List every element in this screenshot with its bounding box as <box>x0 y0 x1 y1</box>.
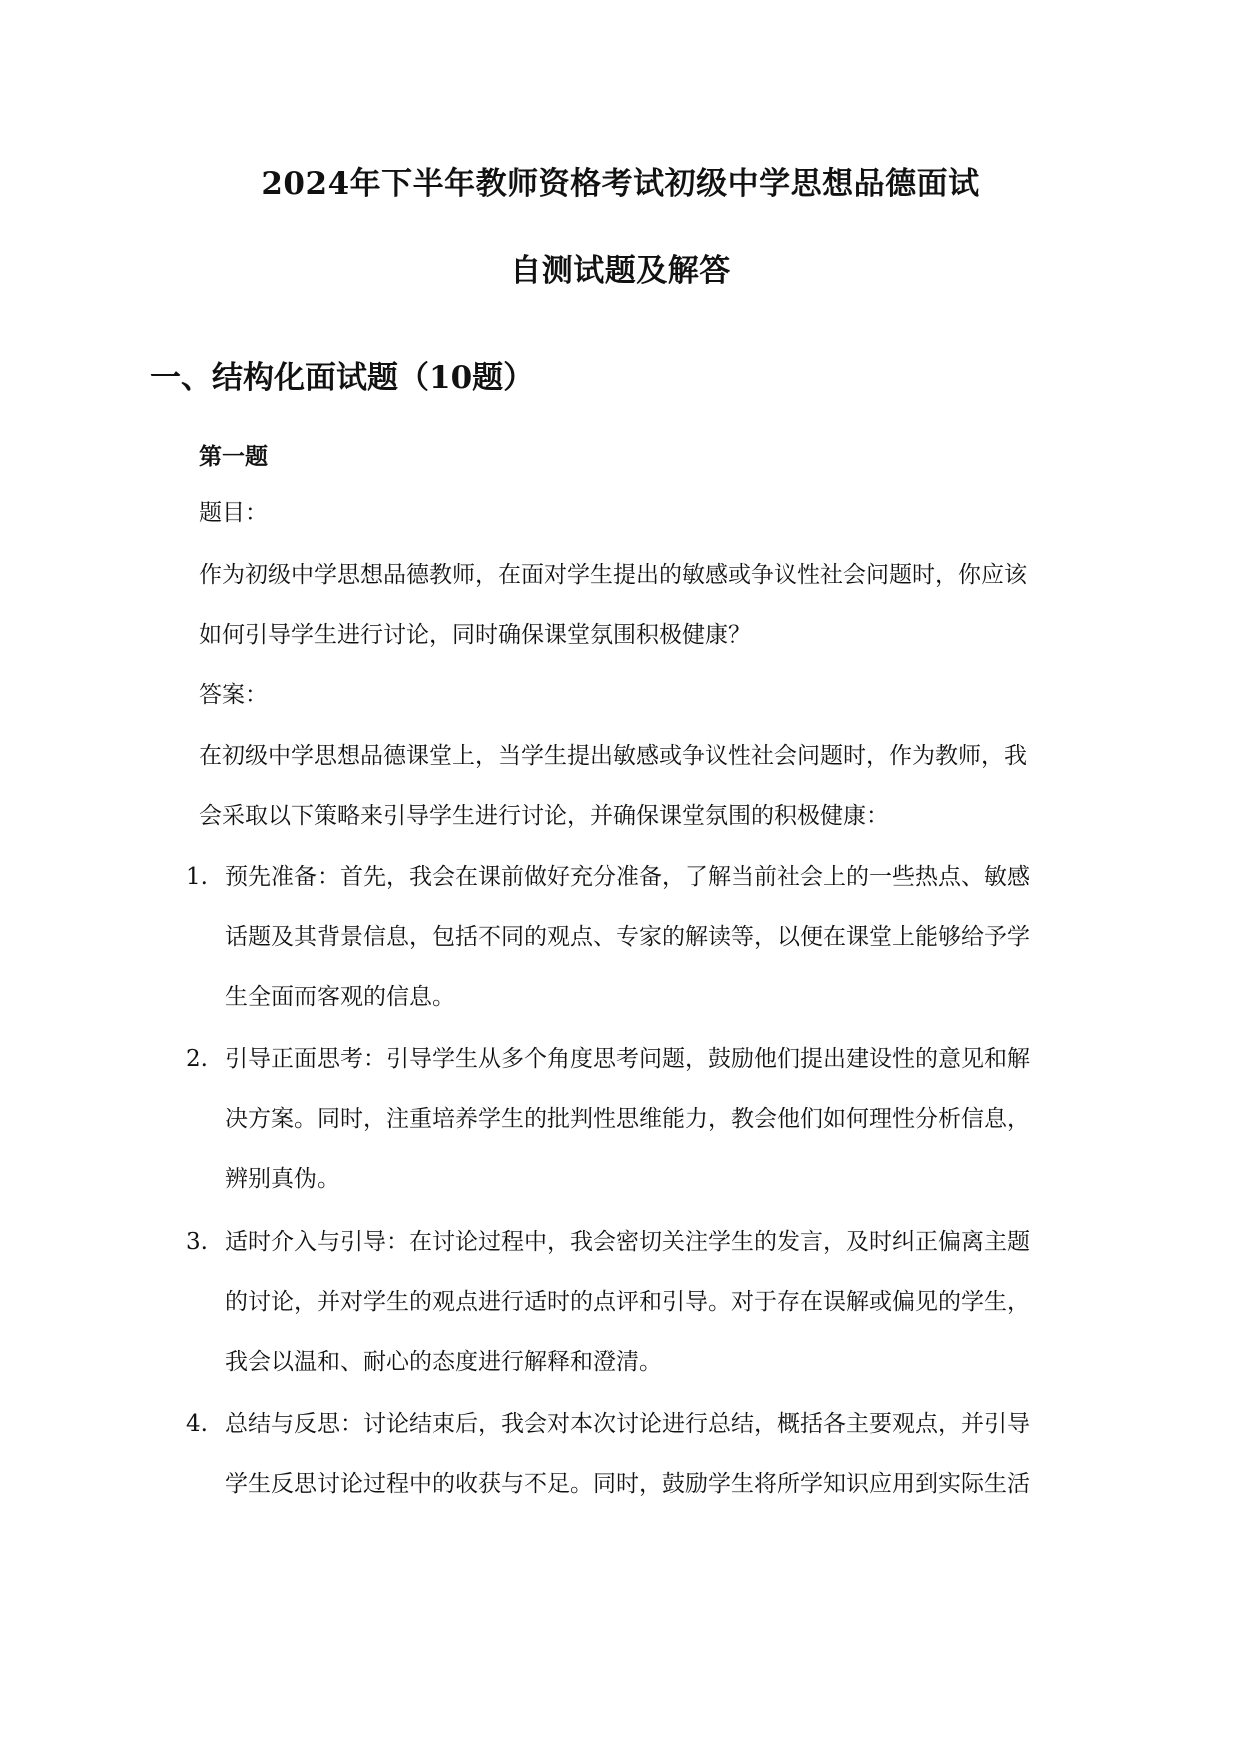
list-item-line: 适时介入与引导：在讨论过程中，我会密切关注学生的发言，及时纠正偏离主题 <box>225 1229 1030 1255</box>
answer-intro-line: 在初级中学思想品德课堂上，当学生提出敏感或争议性社会问题时，作为教师，我 <box>199 743 1027 769</box>
section-heading: 一、结构化面试题（10题） <box>150 360 535 396</box>
list-item-line: 引导正面思考：引导学生从多个角度思考问题，鼓励他们提出建设性的意见和解 <box>225 1046 1030 1072</box>
list-item-line: 决方案。同时，注重培养学生的批判性思维能力，教会他们如何理性分析信息， <box>225 1106 1030 1132</box>
list-item-line: 的讨论，并对学生的观点进行适时的点评和引导。对于存在误解或偏见的学生， <box>225 1289 1030 1315</box>
question-heading: 第一题 <box>199 443 268 470</box>
answer-intro-line: 会采取以下策略来引导学生进行讨论，并确保课堂氛围的积极健康： <box>199 803 889 829</box>
list-item-line: 生全面而客观的信息。 <box>225 984 455 1010</box>
prompt-line: 如何引导学生进行讨论，同时确保课堂氛围积极健康？ <box>199 622 751 648</box>
document-title-line-1: 2024年下半年教师资格考试初级中学思想品德面试 <box>261 166 980 202</box>
list-item-number: 4. <box>186 1411 208 1437</box>
list-item-number: 3. <box>186 1229 208 1255</box>
list-item-line: 我会以温和、耐心的态度进行解释和澄清。 <box>225 1349 662 1375</box>
list-item-number: 2. <box>186 1046 208 1072</box>
document-title-line-2: 自测试题及解答 <box>510 253 731 289</box>
list-item-line: 学生反思讨论过程中的收获与不足。同时，鼓励学生将所学知识应用到实际生活 <box>225 1471 1030 1497</box>
answer-label: 答案： <box>199 682 268 708</box>
list-item-line: 话题及其背景信息，包括不同的观点、专家的解读等，以便在课堂上能够给予学 <box>225 924 1030 950</box>
list-item-line: 辨别真伪。 <box>225 1166 340 1192</box>
list-item-line: 总结与反思：讨论结束后，我会对本次讨论进行总结，概括各主要观点，并引导 <box>225 1411 1030 1437</box>
prompt-line: 作为初级中学思想品德教师，在面对学生提出的敏感或争议性社会问题时，你应该 <box>199 562 1027 588</box>
list-item-line: 预先准备：首先，我会在课前做好充分准备，了解当前社会上的一些热点、敏感 <box>225 864 1030 890</box>
list-item-number: 1. <box>186 864 208 890</box>
prompt-label: 题目： <box>199 500 268 526</box>
